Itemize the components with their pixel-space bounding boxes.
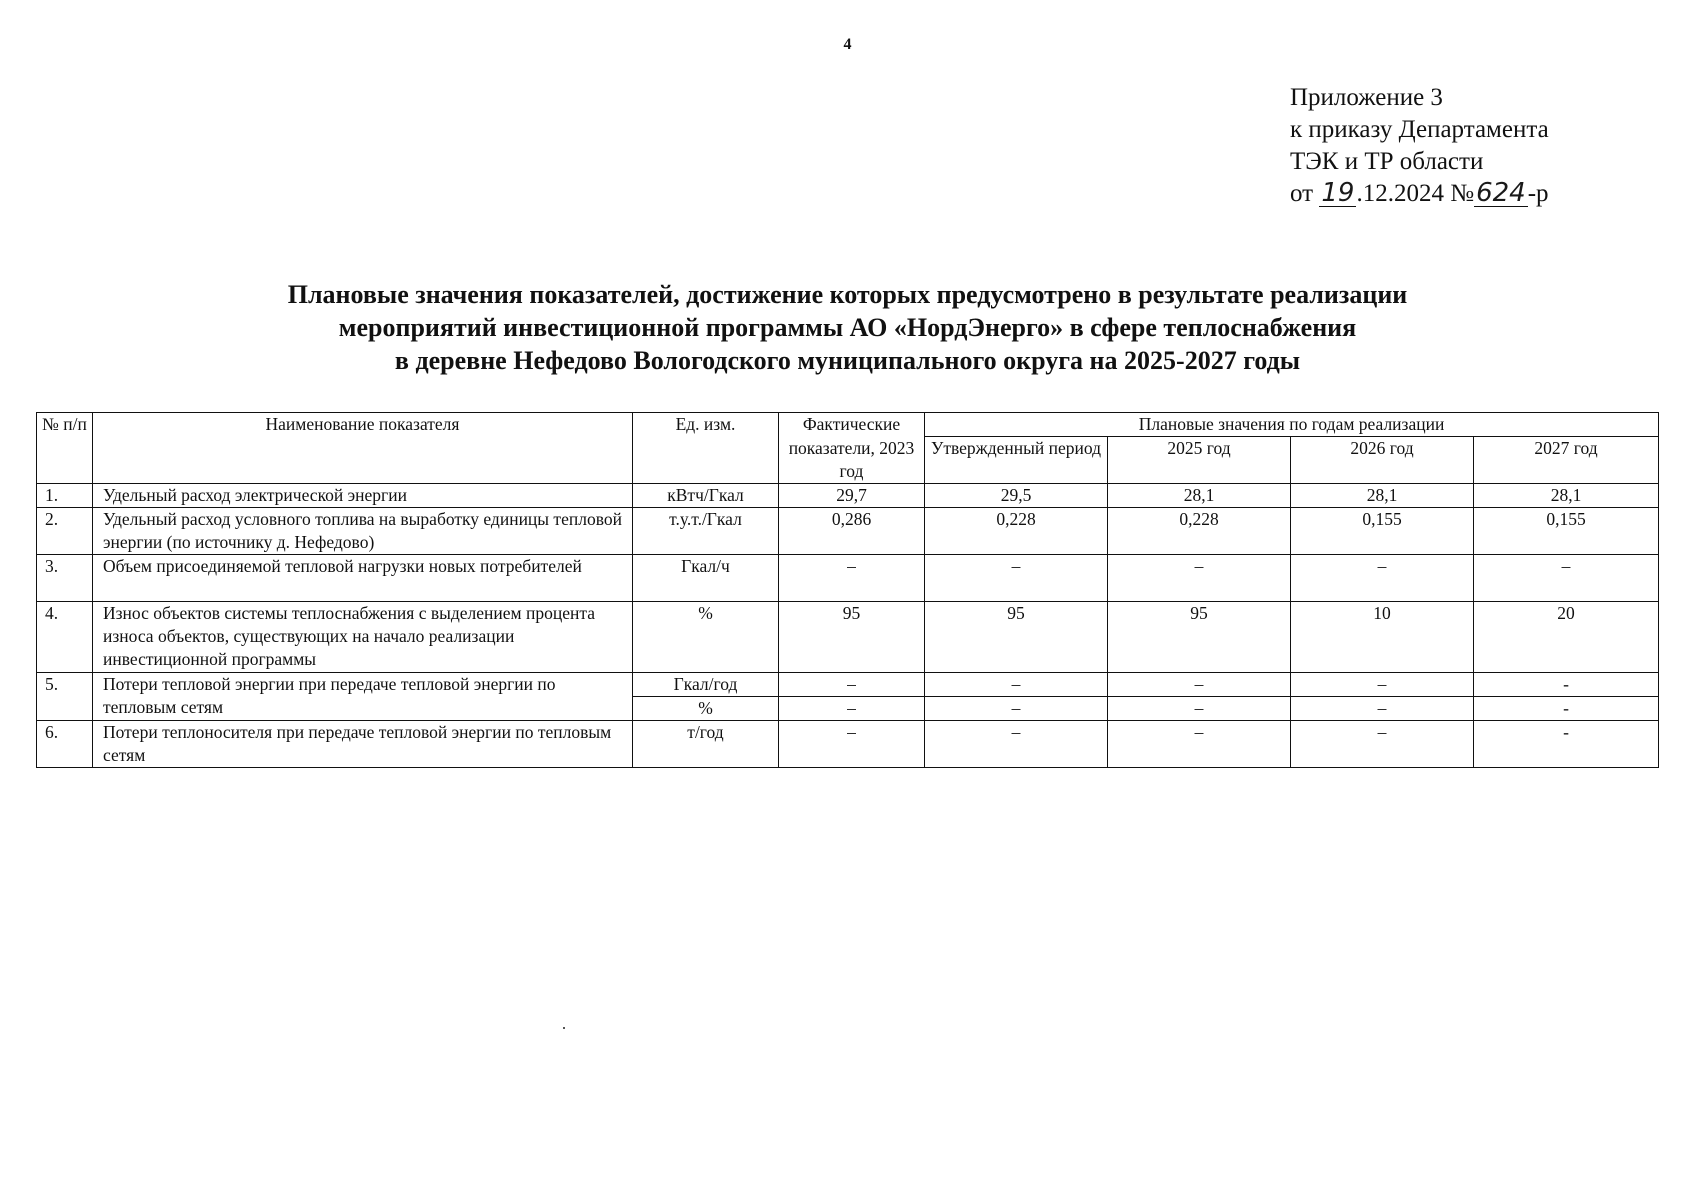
date-rest: .12.2024 № xyxy=(1356,180,1475,207)
row-unit: Гкал/год xyxy=(633,673,779,697)
row-2026: – xyxy=(1291,555,1474,602)
page-number: 4 xyxy=(843,36,852,53)
row-actual: 95 xyxy=(779,602,925,673)
row-2025: – xyxy=(1108,673,1291,697)
row-actual: – xyxy=(779,697,925,721)
header-name: Наименование показателя xyxy=(93,413,633,484)
row-2025: – xyxy=(1108,555,1291,602)
row-num: 1. xyxy=(37,484,93,508)
row-2026: – xyxy=(1291,673,1474,697)
row-num: 6. xyxy=(37,721,93,768)
indicators-table xyxy=(36,412,1659,768)
document-title xyxy=(0,278,1695,377)
header-actual-bottom: показатели, 2023 год xyxy=(779,437,925,484)
row-2027: – xyxy=(1474,555,1659,602)
row-unit: т/год xyxy=(633,721,779,768)
row-num: 2. xyxy=(37,508,93,555)
header-num: № п/п xyxy=(37,413,93,484)
title-line-3: в деревне Нефедово Вологодского муниципального округа на 2025-2027 годы xyxy=(394,346,1301,375)
row-approved: – xyxy=(925,673,1108,697)
header-2025: 2025 год xyxy=(1108,437,1291,484)
header-unit: Ед. изм. xyxy=(633,413,779,484)
row-name: Потери теплоносителя при передаче тепловой энергии по тепловым сетям xyxy=(93,721,633,768)
row-name: Удельный расход условного топлива на выработку единицы тепловой энергии (по источнику д. Нефедово) xyxy=(93,508,633,555)
row-name: Износ объектов системы теплоснабжения с выделением процента износа объектов, существующих на начало реализации инвестиционной программы xyxy=(93,602,633,673)
table-row xyxy=(37,721,1659,768)
row-unit: Гкал/ч xyxy=(633,555,779,602)
header-actual-top: Фактические xyxy=(779,413,925,437)
row-2025: 28,1 xyxy=(1108,484,1291,508)
row-2026: 0,155 xyxy=(1291,508,1474,555)
scan-speck xyxy=(563,1027,565,1029)
table-row xyxy=(37,508,1659,555)
date-day-handwritten: 19 xyxy=(1321,178,1355,208)
row-2027: 0,155 xyxy=(1474,508,1659,555)
title-line-2: мероприятий инвестиционной программы АО «НордЭнерго» в сфере теплоснабжения xyxy=(338,313,1357,342)
row-approved: – xyxy=(925,721,1108,768)
row-2025: 0,228 xyxy=(1108,508,1291,555)
row-2026: 10 xyxy=(1291,602,1474,673)
row-approved: – xyxy=(925,555,1108,602)
row-2027: 28,1 xyxy=(1474,484,1659,508)
row-2027: - xyxy=(1474,697,1659,721)
title-line-1: Плановые значения показателей, достижение которых предусмотрено в результате реализации xyxy=(287,280,1408,309)
row-2027: - xyxy=(1474,673,1659,697)
row-actual: – xyxy=(779,721,925,768)
row-actual: – xyxy=(779,555,925,602)
date-prefix: от xyxy=(1290,180,1314,207)
row-2026: – xyxy=(1291,721,1474,768)
row-2025: – xyxy=(1108,697,1291,721)
row-2027: 20 xyxy=(1474,602,1659,673)
appendix-date-line xyxy=(1290,178,1549,210)
row-2025: 95 xyxy=(1108,602,1291,673)
header-2026: 2026 год xyxy=(1291,437,1474,484)
row-actual: 0,286 xyxy=(779,508,925,555)
row-actual: 29,7 xyxy=(779,484,925,508)
row-2026: – xyxy=(1291,697,1474,721)
row-unit: кВтч/Гкал xyxy=(633,484,779,508)
row-approved: – xyxy=(925,697,1108,721)
appendix-block xyxy=(1290,82,1549,210)
table-row xyxy=(37,602,1659,673)
row-approved: 29,5 xyxy=(925,484,1108,508)
appendix-title: Приложение 3 xyxy=(1290,84,1443,111)
row-2026: 28,1 xyxy=(1291,484,1474,508)
row-num: 3. xyxy=(37,555,93,602)
row-2027: - xyxy=(1474,721,1659,768)
row-2025: – xyxy=(1108,721,1291,768)
header-2027: 2027 год xyxy=(1474,437,1659,484)
header-approved: Утвержденный период xyxy=(925,437,1108,484)
row-unit: % xyxy=(633,697,779,721)
table-row xyxy=(37,555,1659,602)
order-number-handwritten: 624 xyxy=(1476,178,1526,208)
row-name: Объем присоединяемой тепловой нагрузки новых потребителей xyxy=(93,555,633,602)
header-planned-group: Плановые значения по годам реализации xyxy=(925,413,1659,437)
row-unit: т.у.т./Гкал xyxy=(633,508,779,555)
row-num: 4. xyxy=(37,602,93,673)
table-row xyxy=(37,484,1659,508)
row-unit: % xyxy=(633,602,779,673)
row-approved: 0,228 xyxy=(925,508,1108,555)
order-suffix: -р xyxy=(1527,180,1549,207)
row-approved: 95 xyxy=(925,602,1108,673)
appendix-department: ТЭК и ТР области xyxy=(1290,148,1484,175)
row-actual: – xyxy=(779,673,925,697)
row-name: Потери тепловой энергии при передаче тепловой энергии по тепловым сетям xyxy=(93,673,633,721)
row-num: 5. xyxy=(37,673,93,721)
row-name: Удельный расход электрической энергии xyxy=(93,484,633,508)
appendix-order-ref: к приказу Департамента xyxy=(1290,116,1549,143)
table-row xyxy=(37,673,1659,697)
